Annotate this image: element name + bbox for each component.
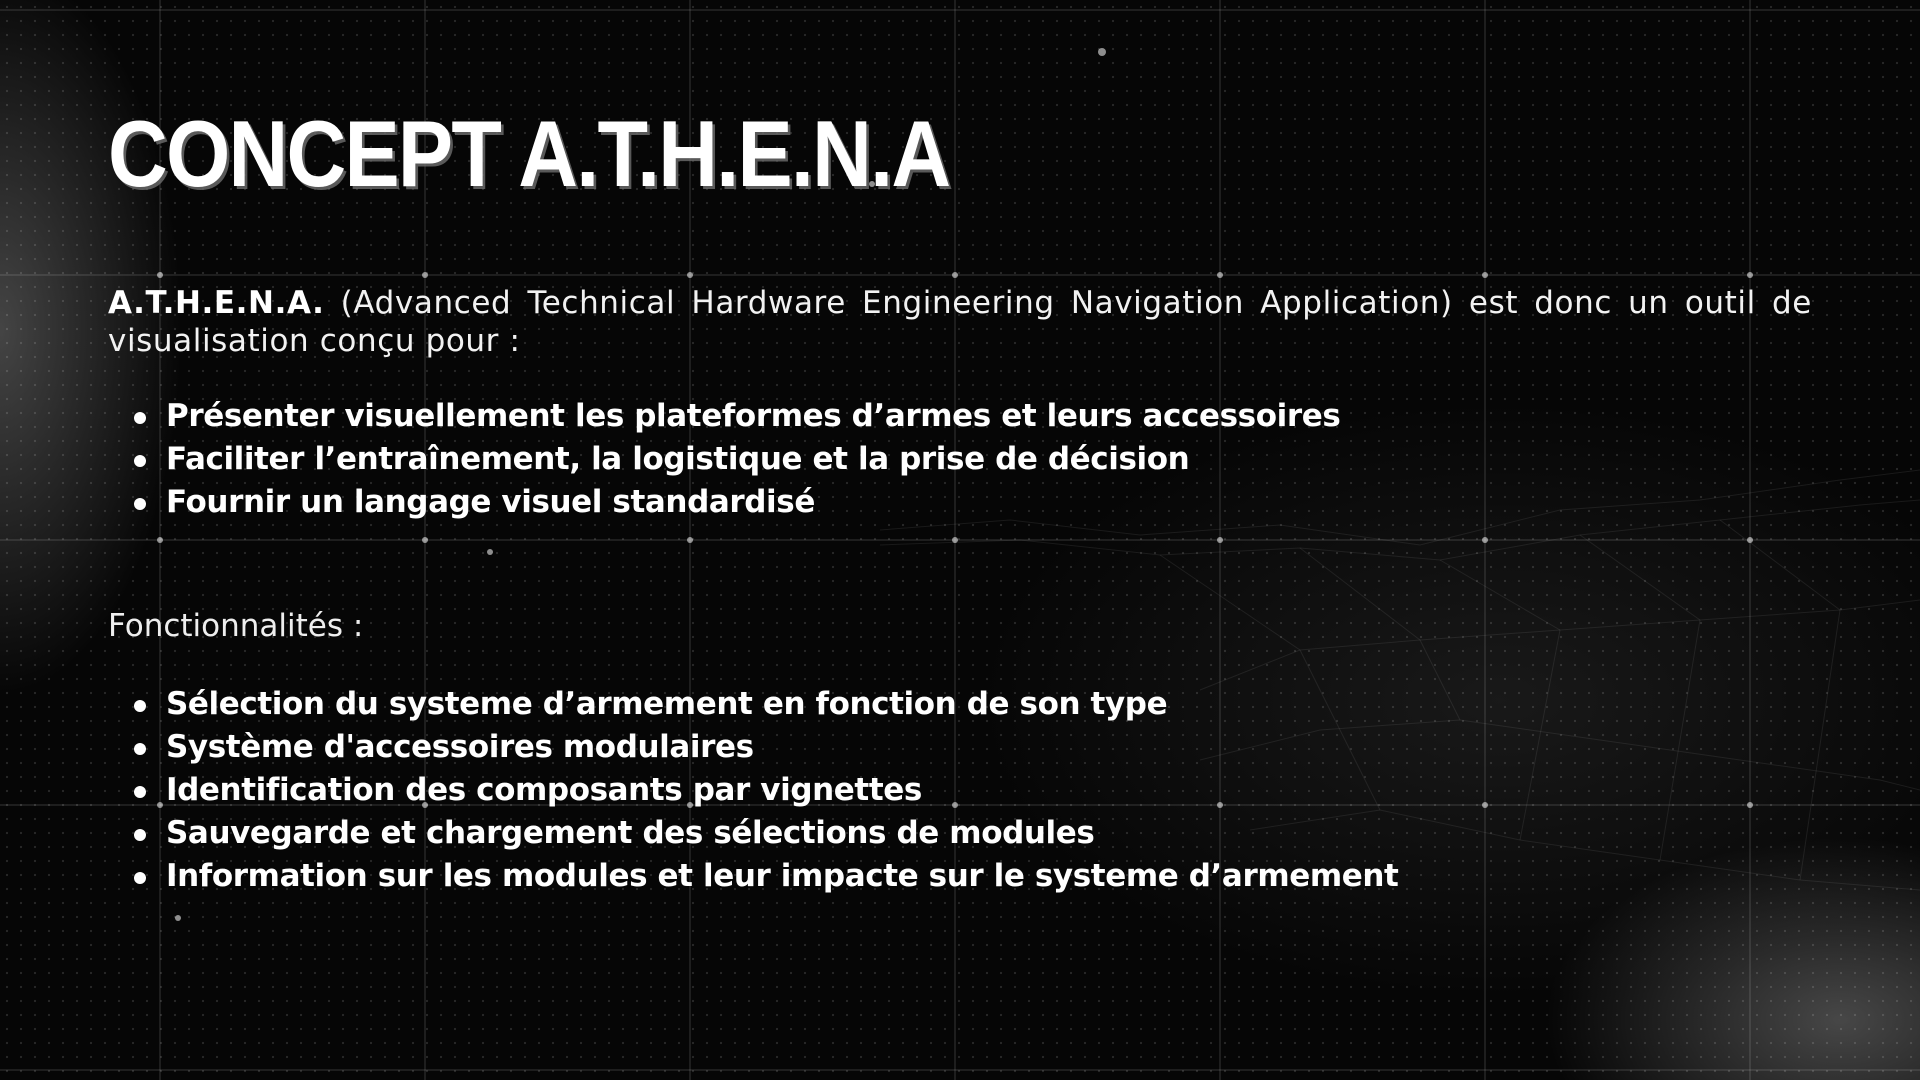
intro-acronym: A.T.H.E.N.A. [108,285,325,321]
list-item [166,855,1398,898]
bullet-icon [134,498,146,510]
goals-list [108,395,1340,524]
bullet-icon [134,455,146,467]
list-item-text: Présenter visuellement les plateformes d’armes et leurs accessoires [166,398,1341,434]
list-item [166,438,1340,481]
intro-paragraph [108,284,1812,360]
bullet-icon [134,786,146,798]
features-heading: Fonctionnalités : [108,608,364,644]
bullet-icon [134,872,146,884]
bullet-icon [134,829,146,841]
list-item [166,812,1398,855]
list-item [166,481,1340,524]
bullet-icon [134,412,146,424]
bullet-icon [134,700,146,712]
list-item-text: Faciliter l’entraînement, la logistique et la prise de décision [166,441,1190,477]
list-item-text: Identification des composants par vignettes [166,772,922,808]
slide-title: CONCEPT A.T.H.E.N.A [108,101,950,206]
list-item-text: Sauvegarde et chargement des sélections de modules [166,815,1095,851]
list-item [166,769,1398,812]
intro-text: (Advanced Technical Hardware Engineering Navigation Application) est donc un outil de visualisation conçu pour : [108,285,1812,359]
list-item-text: Sélection du systeme d’armement en fonction de son type [166,686,1168,722]
bullet-icon [134,743,146,755]
list-item [166,726,1398,769]
list-item-text: Fournir un langage visuel standardisé [166,484,815,520]
list-item-text: Information sur les modules et leur impacte sur le systeme d’armement [166,858,1399,894]
list-item-text: Système d'accessoires modulaires [166,729,754,765]
list-item [166,395,1340,438]
features-list [108,683,1398,898]
list-item [166,683,1398,726]
